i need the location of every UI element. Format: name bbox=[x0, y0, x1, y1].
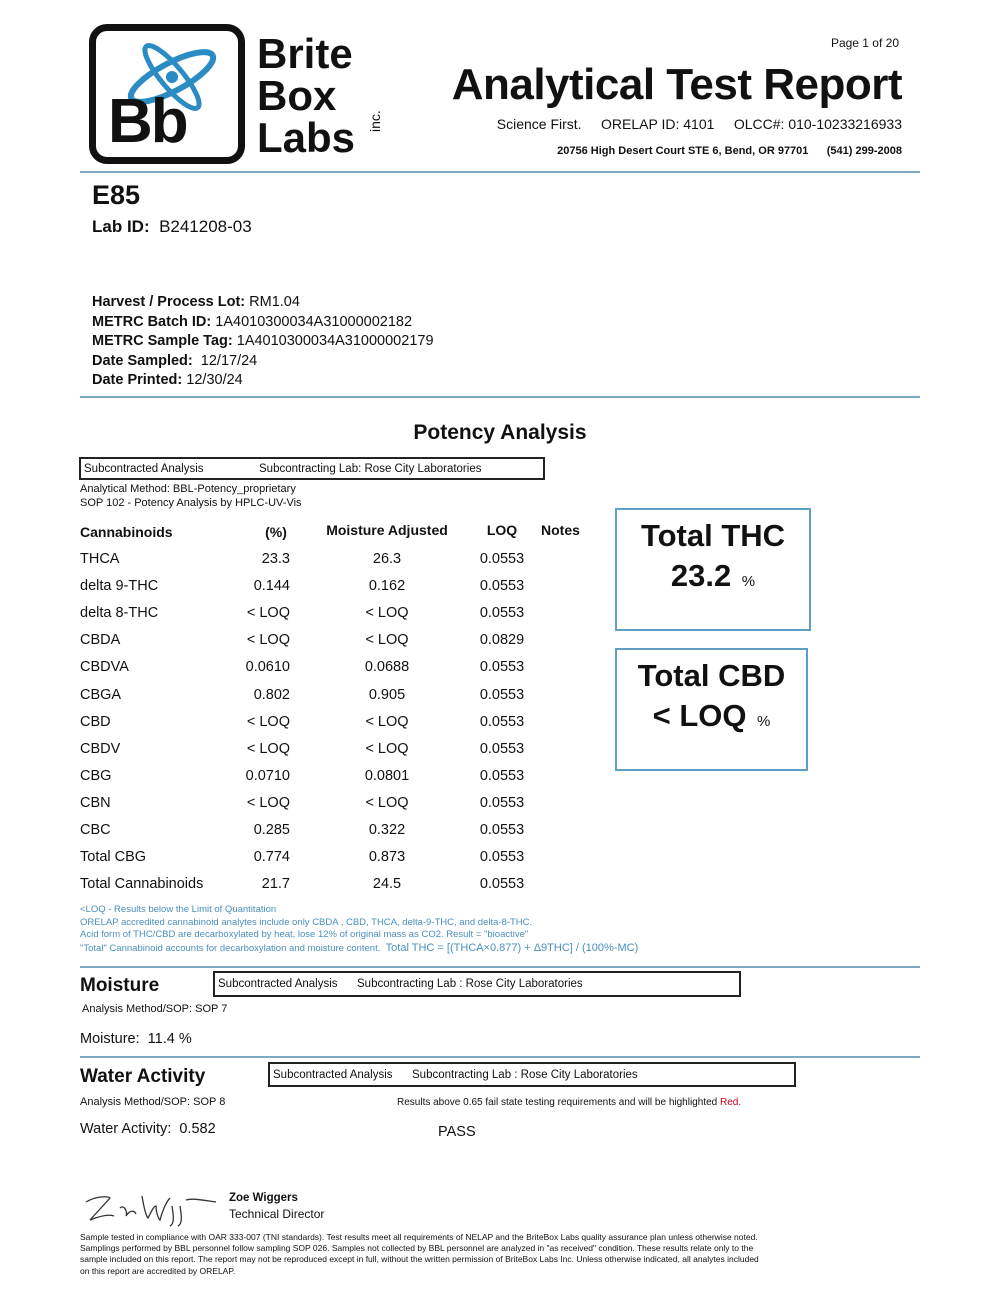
cell-moisture-adjusted: < LOQ bbox=[365, 632, 409, 649]
sample-divider bbox=[80, 396, 920, 398]
signer-name: Zoe Wiggers bbox=[229, 1192, 298, 1204]
detail-row: METRC Batch ID: 1A4010300034A31000002182 bbox=[92, 313, 413, 330]
cell-analyte: CBDVA bbox=[80, 659, 129, 676]
header-divider bbox=[80, 171, 920, 173]
cell-analyte: CBD bbox=[80, 713, 111, 730]
cell-percent: 0.0610 bbox=[245, 659, 290, 676]
col-header-notes: Notes bbox=[541, 522, 580, 538]
water-subcontract-box bbox=[268, 1062, 796, 1087]
cell-moisture-adjusted: 24.5 bbox=[372, 876, 402, 893]
cell-analyte: CBN bbox=[80, 794, 111, 811]
total-thc-label: Total THC bbox=[640, 518, 786, 553]
detail-row: Harvest / Process Lot: RM1.04 bbox=[92, 294, 300, 310]
olcc-number: OLCC#: 010-10233216933 bbox=[733, 116, 902, 132]
cell-loq: 0.0553 bbox=[479, 551, 525, 567]
cell-percent: 0.0710 bbox=[245, 767, 290, 784]
col-header-loq: LOQ bbox=[486, 522, 518, 538]
subcontract-lab: Subcontracting Lab: Rose City Laboratories bbox=[259, 462, 482, 475]
orelap-id: ORELAP ID: 4101 bbox=[601, 116, 715, 132]
detail-row: Date Printed: 12/30/24 bbox=[92, 372, 243, 389]
cell-loq: 0.0829 bbox=[479, 632, 525, 649]
cell-moisture-adjusted: 0.162 bbox=[368, 578, 406, 595]
cell-percent: 21.7 bbox=[261, 876, 290, 893]
cell-percent: 0.144 bbox=[253, 578, 290, 595]
sample-name: E85 bbox=[92, 180, 141, 210]
cell-moisture-adjusted: 26.3 bbox=[372, 551, 402, 567]
moisture-subcontract-box bbox=[213, 971, 741, 997]
subcontract-label: Subcontracted Analysis bbox=[84, 462, 204, 475]
logo-word-labs: Labs bbox=[257, 114, 356, 161]
total-cbd-box bbox=[615, 648, 808, 771]
cell-percent: 0.774 bbox=[253, 849, 290, 866]
total-thc-result bbox=[617, 558, 809, 594]
water-result: Water Activity: 0.582 bbox=[80, 1121, 216, 1137]
red-highlight: Red. bbox=[719, 1097, 742, 1108]
logo-badge bbox=[89, 24, 245, 164]
subcontract-lab: Subcontracting Lab : Rose City Laboratories bbox=[357, 978, 583, 990]
signer-title: Technical Director bbox=[229, 1207, 325, 1221]
address: 20756 High Desert Court STE 6, Bend, OR 97701 bbox=[557, 145, 809, 157]
lab-id-label: Lab ID: bbox=[92, 217, 150, 236]
cell-moisture-adjusted: < LOQ bbox=[365, 794, 409, 811]
cell-percent: < LOQ bbox=[246, 713, 290, 730]
cell-loq: 0.0553 bbox=[479, 605, 525, 622]
potency-divider bbox=[80, 966, 920, 968]
footnote-loq: <LOQ - Results below the Limit of Quantitation bbox=[80, 904, 277, 915]
detail-row: Date Sampled: 12/17/24 bbox=[92, 352, 258, 369]
total-cbd-value: < LOQ bbox=[652, 698, 747, 733]
subcontract-label: Subcontracted Analysis bbox=[218, 978, 338, 990]
lab-id-value: B241208-03 bbox=[159, 217, 252, 236]
footnote-total: "Total" Cannabinoid accounts for decarboxylation and moisture content. Total THC = [(THCA×0.877) + Δ9THC] / (100%-MC) bbox=[80, 941, 639, 954]
col-header-moisture-adjusted: Moisture Adjusted bbox=[326, 522, 448, 538]
potency-title: Potency Analysis bbox=[413, 421, 587, 444]
subcontract-lab: Subcontracting Lab : Rose City Laboratories bbox=[412, 1068, 638, 1081]
cell-loq: 0.0553 bbox=[479, 767, 525, 784]
potency-method bbox=[80, 482, 302, 510]
cell-loq: 0.0553 bbox=[479, 686, 525, 703]
cell-loq: 0.0553 bbox=[479, 659, 525, 676]
col-header-percent: (%) bbox=[265, 524, 287, 540]
cell-analyte: CBDV bbox=[80, 740, 121, 757]
potency-subcontract-box bbox=[79, 457, 545, 480]
cell-analyte: CBDA bbox=[80, 632, 121, 649]
cell-analyte: delta 8-THC bbox=[80, 605, 159, 622]
cell-loq: 0.0553 bbox=[479, 822, 525, 838]
cell-loq: 0.0553 bbox=[479, 849, 525, 866]
subcontract-label: Subcontracted Analysis bbox=[273, 1068, 393, 1081]
total-thc-box bbox=[615, 508, 811, 631]
cell-percent: < LOQ bbox=[246, 794, 290, 811]
col-header-cannabinoids: Cannabinoids bbox=[80, 524, 173, 540]
total-thc-unit: % bbox=[741, 573, 756, 590]
cell-analyte: Total CBG bbox=[80, 849, 147, 866]
method-line: Analytical Method: BBL-Potency_proprietary bbox=[80, 483, 296, 495]
total-thc-value: 23.2 bbox=[670, 558, 732, 593]
accreditation-line bbox=[497, 116, 902, 132]
signature-image bbox=[82, 1188, 222, 1228]
cell-analyte: CBC bbox=[80, 822, 111, 838]
tagline: Science First. bbox=[496, 116, 582, 132]
report-title: Analytical Test Report bbox=[451, 60, 902, 109]
moisture-result: Moisture: 11.4 % bbox=[80, 1031, 192, 1047]
cell-loq: 0.0553 bbox=[479, 713, 525, 730]
moisture-method: Analysis Method/SOP: SOP 7 bbox=[82, 1003, 228, 1015]
footnote-orelap: ORELAP accredited cannabinoid analytes include only CBDA , CBD, THCA, delta-9-THC, and delta-8-THC. bbox=[80, 916, 533, 928]
page-number: Page 1 of 20 bbox=[830, 36, 899, 50]
cell-moisture-adjusted: 0.0688 bbox=[364, 659, 410, 676]
cell-analyte: delta 9-THC bbox=[80, 578, 159, 595]
logo-word-box: Box bbox=[257, 72, 337, 119]
moisture-title: Moisture bbox=[80, 975, 160, 996]
detail-row: METRC Sample Tag: 1A4010300034A31000002179 bbox=[92, 333, 434, 350]
cell-loq: 0.0553 bbox=[479, 794, 525, 811]
cell-moisture-adjusted: 0.873 bbox=[368, 849, 406, 866]
cell-moisture-adjusted: 0.322 bbox=[368, 822, 406, 838]
address-line bbox=[557, 145, 902, 157]
cell-percent: 23.3 bbox=[261, 551, 290, 567]
phone: (541) 299-2008 bbox=[826, 145, 902, 157]
lab-id-line bbox=[92, 217, 252, 237]
cell-percent: < LOQ bbox=[246, 740, 290, 757]
water-method: Analysis Method/SOP: SOP 8 bbox=[80, 1096, 226, 1108]
cell-percent: < LOQ bbox=[246, 632, 290, 649]
cell-analyte: THCA bbox=[80, 551, 120, 567]
cell-percent: 0.802 bbox=[253, 686, 290, 703]
logo-word-brite: Brite bbox=[257, 30, 353, 77]
cell-moisture-adjusted: 0.0801 bbox=[364, 767, 410, 784]
cell-loq: 0.0553 bbox=[479, 876, 525, 893]
cell-percent: 0.285 bbox=[253, 822, 290, 838]
thc-formula: Total THC = [(THCA×0.877) + Δ9THC] / (100%-MC) bbox=[385, 941, 639, 954]
cell-analyte: CBG bbox=[80, 767, 112, 784]
water-note: Results above 0.65 fail state testing requirements and will be highlighted Red. bbox=[397, 1097, 742, 1108]
cell-loq: 0.0553 bbox=[479, 740, 525, 757]
disclaimer: Sample tested in compliance with OAR 333-007 (TNI standards). Test results meet all requirements of NELAP and the BriteBox Labs quality assurance plan unless otherwise noted. Samplings performed by BBL personnel follow sampling SOP 026. Samples not collected by BBL personnel are analyzed in "as received" condition. These results relate only to the sample included on this report. The report may not be reproduced except in full, without the written permission of BriteBox Labs Inc. Unless otherwise indicated, all analytes included on this report are accredited by ORELAP. bbox=[80, 1232, 759, 1276]
cell-percent: < LOQ bbox=[246, 605, 290, 622]
cell-moisture-adjusted: < LOQ bbox=[365, 713, 409, 730]
total-cbd-result bbox=[617, 698, 806, 734]
total-cbd-label: Total CBD bbox=[637, 658, 786, 693]
water-status: PASS bbox=[438, 1124, 476, 1140]
cell-moisture-adjusted: 0.905 bbox=[368, 686, 406, 703]
total-cbd-unit: % bbox=[757, 713, 771, 730]
logo-letters: Bb bbox=[108, 87, 187, 156]
moisture-divider bbox=[80, 1056, 920, 1058]
footnote-decarb: Acid form of THC/CBD are decarboxylated by heat, lose 12% of original mass as CO2. Result = "bioactive" bbox=[80, 929, 529, 941]
cell-moisture-adjusted: < LOQ bbox=[365, 740, 409, 757]
sop-line: SOP 102 - Potency Analysis by HPLC-UV-Vis bbox=[80, 497, 302, 509]
cell-loq: 0.0553 bbox=[479, 578, 525, 595]
logo-suffix: inc. bbox=[367, 110, 383, 132]
potency-footnotes bbox=[80, 904, 638, 955]
company-logo bbox=[89, 24, 389, 166]
cell-moisture-adjusted: < LOQ bbox=[365, 605, 409, 622]
cell-analyte: CBGA bbox=[80, 686, 122, 703]
water-activity-title: Water Activity bbox=[80, 1066, 206, 1087]
cell-analyte: Total Cannabinoids bbox=[80, 876, 204, 893]
sample-details bbox=[92, 293, 434, 391]
